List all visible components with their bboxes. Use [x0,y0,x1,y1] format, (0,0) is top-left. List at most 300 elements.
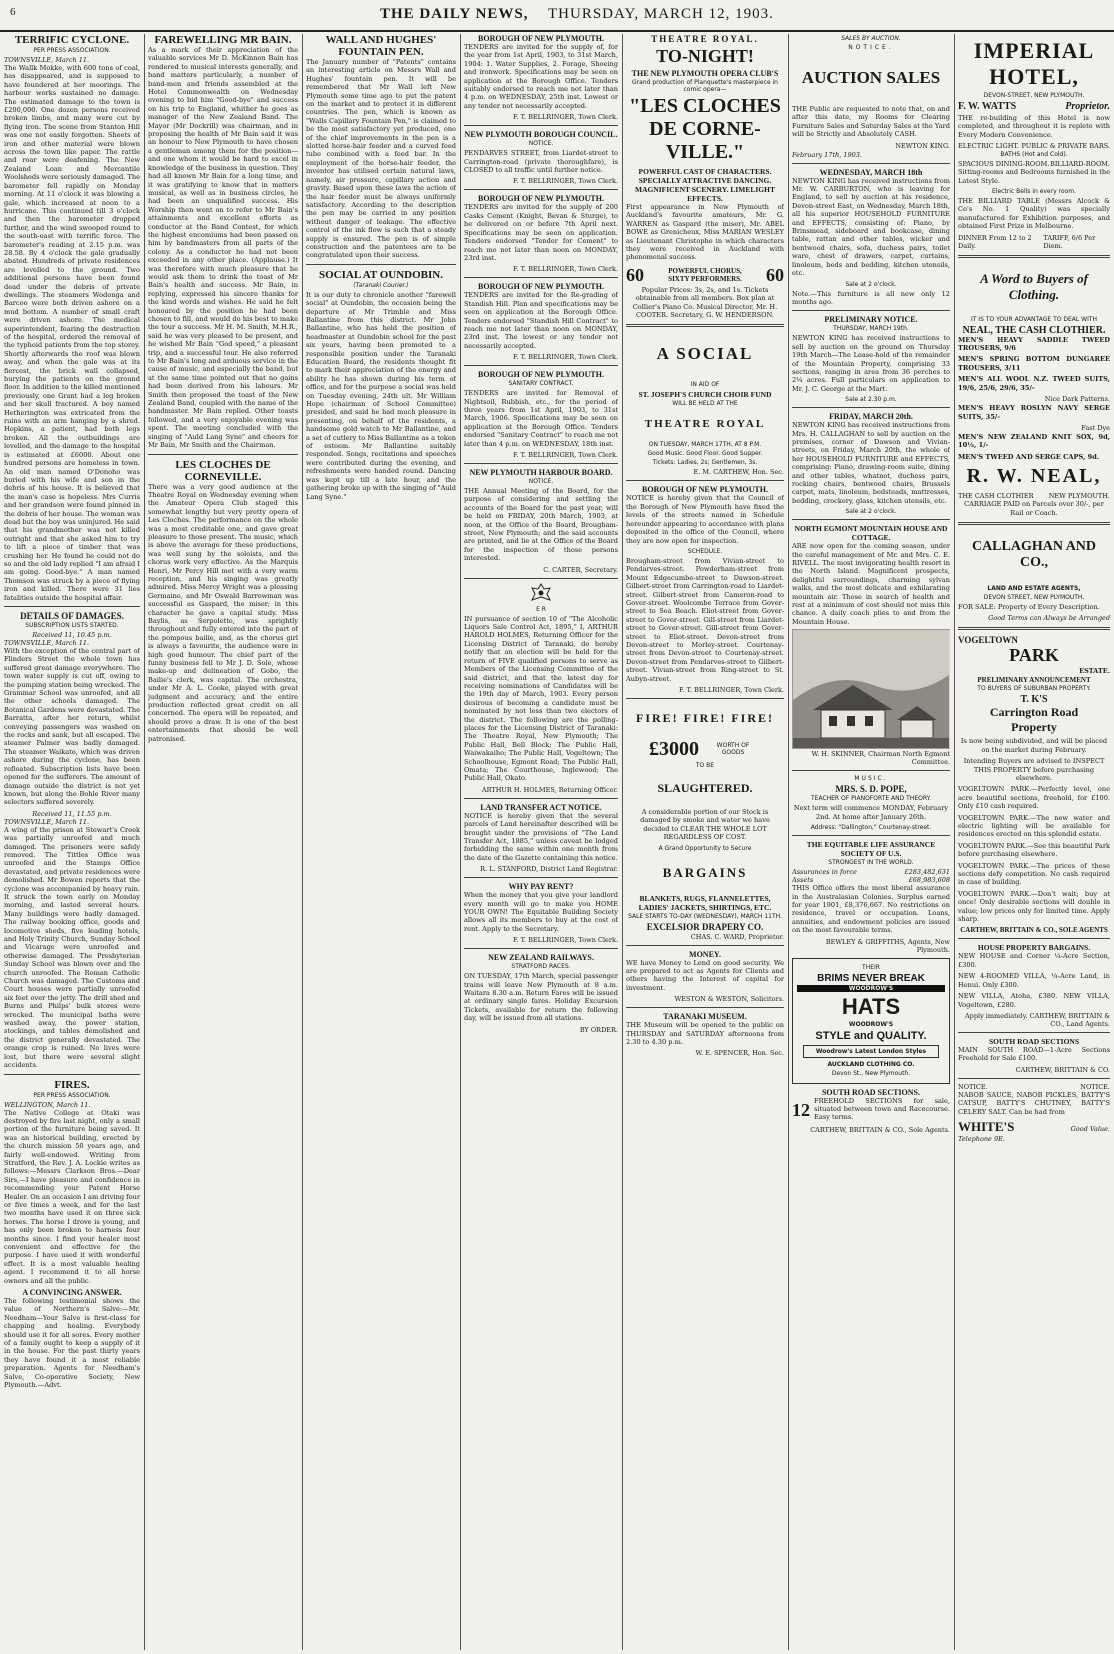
divider [626,1007,784,1008]
ad-place: NEW PLYMOUTH. [1048,492,1110,501]
ad-title-line1: "LES CLOCHES [629,95,781,117]
ad-item: MEN'S HEAVY ROSLYN NAVY SERGE SUITS, 35/- [958,404,1110,421]
chorus-label: POWERFUL CHORUS, SIXTY PERFORMERS. [668,267,742,284]
divider [464,125,618,126]
ad-grand: A Grand Opportunity to Secure [658,844,752,852]
ad-prelim: PRELIMINARY ANNOUNCEMENT [977,676,1091,685]
divider [958,627,1110,630]
ad-owner: F. W. WATTS [958,101,1017,112]
ad-body: NEWTON KING has received instructions to sell by auction on the ground on Thursday 19th March—The Lease-hold of the remainder of the Mountain Property, comprising 33 sections, ranging in area from 36 perches to 2¼ acres. Full particulars on application to Mr. J. C. George at the Mart. [792,334,950,393]
notice-licensing-election [464,583,618,794]
ad-carrington: Carrington Road [989,705,1079,720]
headline: LES CLOCHES DE CORNEVILLE. [175,458,271,483]
ad-note: Note.—This furniture is all new only 12 months ago. [792,289,950,306]
ad-item: MEN'S ALL WOOL N.Z. TWEED SUITS, 19/6, 25/6, 29/6, 35/- [958,375,1110,392]
ad-signature: CARTHEW, BRITTAIN & CO. [1015,1065,1110,1074]
feature: BATHS (Hot and Cold). [1000,151,1068,159]
divider [464,277,618,278]
ad-beneficiary: ST. JOSEPH'S CHURCH CHOIR FUND [638,390,772,400]
dateline: WELLINGTON, March 11. [4,1100,91,1109]
article-body: The following testimonial shows the value of Northern's Salve:—Mr. Needham—Your Salve is first-class for chapping and healing. Everybody should use it for all sores. Every mother of a family ought to keep a supply of it in the house. For the past thirty years they have found it a most reliable preparation. Agents for Needham's Salve, Co-operative Society, New Plymouth.—Advt. [4,1297,140,1390]
ad-heading: AUCTION SALES [801,68,941,87]
ad-estate: ESTATE. [1079,667,1110,676]
article-damages [4,611,140,1070]
ad-item: MEN'S TWEED AND SERGE CAPS, 9d. [958,452,1100,461]
ad-item-note: Fast Dye [1081,423,1110,432]
divider [626,480,784,481]
ad-auction-notice [792,35,950,159]
notice-signature: ARTHUR H. HOLMES, Returning Officer. [481,785,618,794]
notice-heading: TARANAKI MUSEUM. [663,1012,747,1022]
column-rule [954,34,955,1650]
ad-whites: WHITE'S [958,1118,1015,1134]
ad-brand: WOODROW'S [797,985,945,992]
divider [464,877,618,878]
ad-money [626,950,784,1004]
ad-body: A considerable portion of our Stock is damaged by smoke and water we have decided to CLEAR THE WHOLE LOT REGARDLESS OF COST. [640,808,770,842]
ad-prices: Popular Prices: 3s, 2s, and 1s. Tickets obtainable from all members. Box plan at Collier's Piano Co. Musical Director, Mr. H. COOTER. Secretary, G. W. HENDERSON. [632,285,778,320]
ad-heading: FIRE! FIRE! FIRE! [636,711,774,725]
ad-tonight: TO-NIGHT! [656,46,754,66]
article-body: The Wallk Mokke, with 600 tons of coal, has disappeared, and is supposed to have foundered at her moorings. The harbour works sustained no damage. The estimated damage to the town is £200,000. One dozen persons received broken limbs, and many were cut by flying iron. The scene from Stanton Hill was one not easily forgotten. Sheets of iron and other material were blown across the town like paper. The rattle and roar were deafening. The New Zealand Loan and Mercantile Woolsheds were seriously damaged. The barometer fell rapidly on Monday morning. At 11 o'clock it was blowing a gale, which increased at noon to a hurricane. This continued till 3 o'clock and then the barometer dropped further, and the wind swooped round to the south-east with terrific force. The barometer's reading at 2.15 p.m. was 28.58. By 4 o'clock the gale gradually abated. Hundreds of private residences are levelled to the ground. Two additional persons have been found dead under the debris of private dwellings. The steamers Wodonga and Barcoo were both driven ashore on a mud bottom. A number of small craft were driven ashore. The medical superintendent, fearing the destruction of the hospital, ordered the removal of the typhoid patients from the top storey. Shortly afterwards the roof was blown away, and when the gale was at its fiercest, the brick wall collapsed, burying the patients on the ground floor. In addition to the killed mentioned previously, one Grant had a leg broken and her skull fractured. A boy named Hetherington was extricated from the ruins with an arm hanging by a shred. Hopkins, a patient, had both legs broken. All the outbuildings are levelled, and the damage to the hospital is estimated at £6000. About one hundred persons are homeless in town. An old man named O'Donoho was buried with his wife and son in the debris of his house. It is believed that the man's case is hopeless. Mrs Curris and her grandson were found pinned in the debris of her house. The woman was dead but the boy was uninjured. He said that his grandmother was not killed outright and that she asked him to try to lift a piece of timber that was crushing her. He found he could not do so and the old lady replied "I am afraid I am going. Good-bye." A man named Thomson was struck by a piece of flying iron and killed. There were 31 lies fatalities outside the hospital affair. [4,64,140,602]
headline: FAREWELLING MR BAIN. [154,34,292,46]
notice-body: THE Museum will be opened to the public on THURSDAY and SATURDAY afternoons from 2.30 to 4.30 p.m. [626,1021,784,1047]
ad-features: POWERFUL CAST OF CHARACTERS. SPECIALLY ATTRACTIVE DANCING. MAGNIFICENT SCENERY. LIMELIGHT EFFECTS. [635,167,775,203]
notice-subhead: NOTICE. [528,478,554,485]
ad-dinner: DINNER From 12 to 2 Daily. [958,233,1032,250]
article-cyclone [4,34,140,602]
row-label: Assurances in force [792,868,857,877]
ad-heading: A SOCIAL [656,344,754,364]
ad-time: Sale at 2.30 p.m. [845,396,897,404]
divider [4,1074,140,1075]
divider [148,454,298,455]
divider [958,938,1110,939]
ad-where: WILL BE HELD AT THE [672,400,738,408]
ad-property: Property [1011,720,1057,735]
article-body: It is our duty to chronicle another "farewell social" at Oundobin, the occasion being the departure of Mr Trimble and Miss Ballantine from this district. Mr John Ballantine, who has held the position of headmaster at Oundobin school for the past six years, having been promoted to a responsible position under the Taranaki Education Board, the residents thought fit to mark their appreciation of the energy and ability he has shown during his term of office, and for the purpose a social was held on Tuesday evening, 24th ult. Mr William Hope (chairman of School Committee) presided, and said he had much pleasure in presenting, on behalf of the residents, a handsome gold watch to Mr Ballantine, and a set of cutlery to Miss Ballantine as a token of esteem. Mr Ballantine suitably responded. Songs, recitations and speeches were contributed during the evening, and refreshments were handed round. Dancing was kept up till a late hour, and the gathering broke up with the singing of "Auld Lang Syne." [306,290,456,501]
byline: PER PRESS ASSOCIATION. [33,47,111,54]
ad-section: VOGELTOWN PARK.—The new water and electric lighting will be available for residences erected on this splendid estate. [958,813,1110,839]
divider [792,770,950,771]
ad-slaughtered: SLAUGHTERED. [657,781,753,795]
notice-body: TENDERS are invited for the supply of 200 Casks Cement (Knight, Bevan & Sturge), to be delivered on or before 7th April next. Specifications may be seen on application. Tenders endorsed "Tender for Cement" to reach me not later than noon on MONDAY, 23rd inst. [464,203,618,262]
notice-signature: W. E. SPENCER, Hon. Sec. [695,1049,784,1058]
notice-subhead: SANITARY CONTRACT. [508,380,574,388]
article-les-cloches [148,459,298,744]
ad-cash: THE CASH CLOTHIER [958,492,1034,501]
source-line: (Taranaki Courier.) [353,281,409,289]
article-fires [4,1079,140,1286]
ad-south-road [792,1088,950,1134]
ad-south-road-sections [958,1037,1110,1074]
ad-body: Is now being subdivided, and will be placed on the market during February. [960,737,1108,754]
divider [626,945,784,946]
notice-signature: F. T. BELLRINGER, Town Clerk. [513,353,618,362]
notice-tenders-supplies [464,34,618,121]
divider [464,365,618,366]
ad-neal-clothier [958,271,1110,517]
notice-heading: WHY PAY RENT? [508,882,574,892]
ad-bargains: BARGAINS [662,864,748,880]
notice-museum [626,1012,784,1057]
ad-vogeltown: VOGELTOWN [958,635,1018,646]
ad-sub: STRONGEST IN THE WORLD. [828,859,914,867]
feature: PUBLIC & PRIVATE BARS. [1021,142,1110,151]
article-body: With the exception of the central part of Flinders Street the whole town has suffered great damage everywhere. The town water supply is cut off, owing to the pumping station being wrecked. The Grammar School was unroofed, and all the other schools damaged. The Botanical Gardens were devastated. The Barratta, after her return, whilst conveying passengers was washed on the rocks and sank, but all escaped. The steamer Palmer was badly damaged. The steamer Waikato, which was driven ashore during the cyclone, has been refloated. Subscription lists have been opened for the sufferers. The amount of damage outside the district is not yet known, but along the Bohle River many selectors suffered severely. [4,647,140,807]
ad-rw-neal: R. W. NEAL, [966,465,1102,488]
ad-extras: Good Music. Good Floor. Good Supper. [647,450,763,458]
ad-brims: BRIMS NEVER BREAK [817,972,925,984]
divider [792,310,950,311]
dateline: TOWNSVILLE, March 11. [4,639,90,647]
chorus-number: 60 [766,264,784,285]
ad-telephone: Telephone 9E. [958,1134,1005,1143]
subhead: SUBSCRIPTION LISTS STARTED. [25,622,119,629]
ad-amount-row [626,738,784,761]
article-convincing [4,1288,140,1389]
notice-heading: BOROUGH OF NEW PLYMOUTH. [642,485,768,495]
ad-latest: Woodrow's Latest London Styles [803,1045,939,1058]
ad-body: NABOB SAUCE, NABOB PICKLES, BATTY'S CATSUP, BATTY'S CHUTNEY, BATTY'S CELERY SALT. Can be had from [958,1090,1110,1116]
ad-sale: FOR SALE: Property of Every Description. [958,602,1100,611]
column-4 [464,34,618,1650]
divider [792,835,950,836]
ad-heading: FRIDAY, MARCH 20th. [829,412,913,422]
ad-item: MEN'S SPRING BOTTOM DUNGAREE TROUSERS, 3/11 [958,355,1110,372]
ad-address: DEVON STREET, NEW PLYMOUTH. [983,593,1085,601]
ad-equitable-life [792,840,950,953]
ad-tobe: TO BE [695,762,715,769]
ad-listing: NEW 4-ROOMED VILLA, ¼-Acre Land, in Henui. Only £300. [958,972,1110,989]
ad-dinner-row [958,234,1110,250]
dateline: TOWNSVILLE, March 11. [4,817,90,826]
notice-body: TENDERS are invited for the Re-grading of Standish Hill. Plan and specifications may be seen on application at the Borough Office. Tenders endorsed "Standish Hill Contract" to reach me not later than noon on MONDAY, 23rd inst. The lowest or any tender not necessarily accepted. [464,291,618,350]
ad-items: BLANKETS, RUGS, FLANNELETTES, LADIES' JACKETS, SHIRTINGS, ETC. [638,893,772,912]
headline: DETAILS OF DAMAGES. [20,611,124,621]
ad-heading: THE EQUITABLE LIFE ASSURANCE SOCIETY OF U.S. [806,840,936,859]
ad-woodrows-hats [792,958,950,1084]
house-engraving-image [793,630,949,748]
schedule-list: Brougham-street from Vivian-street to Pendarves-street. Powderham-street from Mount Edgecumbe-street to Dawson-street. Gilbert-street from Carrington-road to Liardet-street. Gilbert-street from Cameron-road to Gover-street. Woolcombe Terrace from Gover-street to Sea Beach. Eliot-street from Gover-street to Gover-street. Gill-street from Liardet-street to Gover-street. Gill-street from Gover-street to Eliot-street. Devon-street from Devon-street to Morley-street. Courtenay-street from Devon-street to Courtenay-street. Devon-street from Pendarves-street to Gilbert-street. Vivian-street from Ring-street to St. Aubyn-street. [626,556,784,683]
ad-whites-row [958,1119,1110,1135]
divider [792,407,950,408]
ad-heading: IMPERIAL HOTEL, [973,38,1095,89]
headline: SOCIAL AT OUNDOBIN. [319,268,443,281]
ad-cast: First appearance in New Plymouth of Auckland's favourite amateurs, Mr. G. WARREN as Gaspard (the miser), Mr. ABEL BOWE as Grenicheux, Miss MARIAN WESLEY as Lieutenant Christophe in which characters they were received in Auckland with phenomenal success. [626,203,784,262]
ad-music-teacher [792,775,950,831]
article-body: There was a very good audience at the Theatre Royal on Wednesday evening when the Amateur Opera Club staged this somewhat lengthy but very pretty opera of Les Cloches. The performance on the whole was a most creditable one, and gave great pleasure to those present. The music, which is above the average for these productions, was well sung by the soloists, and the chorus work very effective. As the Marquis Henri, Mr Percy Hill met with a very warm reception, and his singing was greatly admired. Miss Mercy Wright was a pleasing Germaine, and Mr Oswald Barrowman was successful as Gaspard, the miser; in this character he gave a capital study. Miss Baylis, as Serpolette, was sprightly throughout and fully entered into the part of the pompous bailie, and, as the chorus girl is always a favourite, the audience were in high good humour. The chief part of the funny business fell to Mr J. D. Sole, whose make-up and delineation of Gobo, the Bailie's clerk, was capital. The orchestra, under Mr A. L. Cooke, played with great judgment and accuracy, and the entire production reflected great credit on all concerned. The opera will be repeated, and should prove a draw. It is one of the best entertainments that should be well patronised. [148,482,298,743]
divider [626,324,784,327]
notice-body: TENDERS are invited for the supply of, for the year from 1st April, 1903, to 31st March, 1904: 1. Water Supplies, 2. Forage, Shoeing and ironwork. Specifications may be seen on application at the Borough Office. Tenders suitably endorsed to reach me not later than 4 p.m. on WEDNESDAY, 25th inst. Lowest or any tender not necessarily accepted. [464,43,618,110]
row-label: Assets [792,876,814,885]
ad-firm: EXCELSIOR DRAPERY CO. [646,921,764,932]
ad-signature: WESTON & WESTON, Solicitors. [674,995,784,1004]
headline: WALL AND HUGHES' FOUNTAIN PEN. [325,34,437,58]
divider [464,948,618,949]
ad-tariff: TARIFF, 6/6 Per Diem. [1043,233,1096,250]
issue-date: THURSDAY, MARCH 12, 1903. [548,6,774,22]
received-line: Received 11, 11.55 p.m. [32,809,112,818]
ad-notice-row [958,1083,1110,1091]
chorus-number: 60 [626,264,644,285]
ad-social [626,344,784,476]
ad-role: TEACHER OF PIANOFORTE AND THEORY. [810,795,932,803]
ad-address: Address: "Dallington," Courtenay-street. [810,824,932,832]
notice-heading: BOROUGH OF NEW PLYMOUTH. [478,370,604,380]
article-social-oundobin [306,269,456,501]
ad-body: THIS Office offers the most liberal assurance in the Australasian Colonies. Surplus earned for year 1901, £8,376,667. No restrictions on residence, travel or occupation. Loans, annuities, and endowment policies are issued on the most favourable terms. [792,884,950,935]
notice-heading: BOROUGH OF NEW PLYMOUTH. [478,34,604,43]
byline: PER PRESS ASSOCIATION. [33,1091,111,1099]
ad-signature: E. M. CARTHEW, Hon. Sec. [693,468,784,477]
ad-body: THE re-building of this Hotel is now completed, and throughout it is replete with Every Modern Convenience. [958,114,1110,139]
ad-body: Next term will commence MONDAY, February 2nd. At home after January 26th. [793,804,949,821]
headline: FIRES. [54,1078,90,1091]
notice-body: THE Annual Meeting of the Board, for the purpose of considering and settling the accounts of the Board for the past year, will be held on FRIDAY, 20th March, 1903, at noon, at the Office of the Board, Brougham-street, New Plymouth; and the said accounts are printed, and lie at the Office of the Board for the inspection of those persons interested. [464,487,618,563]
column-rule [622,34,623,1650]
ad-body: THE Public are requested to note that, on and after this date, my Rooms for Clearing Furniture Sales and Saturday Sales at the Yard will be Strictly and Absolutely CASH. [792,105,950,139]
ad-notice: NOTICE. [958,1082,988,1091]
notice-standish-hill [464,282,618,361]
divider [958,1078,1110,1079]
notice-body: IN pursuance of section 10 of "The Alcoholic Liquors Sale Control Act, 1895," I, ARTHUR HAROLD HOLMES, Returning Officer for the Licensing District of Taranaki, do hereby notify that an election will be held for the return of FIVE qualified persons to serve as Members of the Licensing Committee of the said district, and that the latest day for receiving nominations of Candidates will be the 19th day of March, 1903. Every person desirous of becoming a candidate must be nominated by not less than two electors of the district. The following are the polling-places for the Licensing District of Taranaki: The Theatre Royal, New Plymouth; The Public Hall, Bell Block; The Public Hall, Waiwakaiho; The Public Hall, Vogeltown; The Schoolhouse, Egmont Road; The Public Hall, Omata; The Courthouse, Inglewood; The Public Hall, Okato. [464,614,618,783]
ad-worth: WORTH OF GOODS [716,742,750,756]
ad-proprietor: Proprietor. [1065,101,1110,112]
ad-sub: IN AID OF [690,381,720,389]
ad-time: Sale at 2 o'clock. [845,508,897,516]
ad-section: VOGELTOWN PARK.—The prices of these sections defy competition. No cash required in case of building. [958,861,1110,887]
notice-signature: F. T. BELLRINGER, Town Clerk. [513,177,618,186]
divider [464,798,618,799]
feature: BILLIARD-ROOM. [1050,160,1110,169]
ad-auction-wednesday [792,168,950,307]
ad-billiard: THE BILLIARD TABLE (Messrs Alcock & Co's No. 1 Quality) was specially manufactured for Exhibition purposes, and obtained First Prize in Melbourne. [958,197,1110,231]
ad-company: THE NEW PLYMOUTH OPERA CLUB'S [631,69,779,78]
row-value: £68,983,608 [908,876,950,885]
dateline: TOWNSVILLE, March 11. [4,56,90,64]
headline: TERRIFIC CYCLONE. [14,34,130,46]
ad-advantage: IT IS TO YOUR ADVANTAGE TO DEAL WITH [970,315,1098,323]
notice-signature: F. T. BELLRINGER, Town Clerk. [513,451,618,459]
ad-tk: T. K'S [1020,694,1048,706]
ad-listing: NEW HOUSE and Corner ¼-Acre Section, £300. [958,952,1110,969]
column-rule [144,34,145,1650]
feature: SPACIOUS DINING-ROOM. [958,160,1050,169]
notice-body: NOTICE is hereby given that the Council of the Borough of New Plymouth have fixed the levels of the streets named in Schedule hereunder appearing to accordance with plans deposited in the office of the Council, where they are now open for inspection. [626,494,784,545]
ad-callaghan [958,539,1110,622]
ad-listing: NEW VILLA, Atoha, £380. NEW VILLA, Vogeltown, £280. [958,992,1110,1009]
schedule-heading: SCHEDULE. [687,547,723,555]
ad-auction-friday [792,412,950,515]
column-3 [306,34,456,1650]
ad-day: THURSDAY, MARCH 19th. [833,325,909,333]
feature: Electric Bells in every room. [992,188,1076,196]
ad-chorus-row [626,265,784,286]
ad-amount: £3000 [649,738,699,760]
ad-heading: PRELIMINARY NOTICE. [824,315,918,325]
ad-description: Grand production of Planquette's masterpiece in comic opera— [632,79,778,93]
crest-letters: E R [536,605,546,613]
ad-signature: W. H. SKINNER, Chairman North Egmont Committee. [811,750,950,767]
notice-heading: LAND TRANSFER ACT NOTICE. [480,802,602,812]
divider [958,1032,1110,1033]
ad-row [792,1097,950,1125]
ad-heading: SOUTH ROAD SECTIONS. [821,1087,921,1097]
ad-heading: SOUTH ROAD SECTIONS [988,1036,1080,1046]
ad-title-line2: DE CORNE- [649,118,761,140]
notice-signature: BY ORDER. [579,1025,618,1034]
ad-item: MEN'S HEAVY SADDLE TWEED TROUSERS, 9/6 [958,335,1110,353]
ad-notice: NOTICE. [848,44,894,51]
notice-signature: F. T. BELLRINGER, Town Clerk. [513,265,618,274]
ad-heading: HOUSE PROPERTY BARGAINS. [977,943,1091,953]
ad-park: PARK [1009,645,1059,666]
ad-address: DEVON-STREET, NEW PLYMOUTH. [983,92,1085,99]
ad-neal: NEAL, THE CASH CLOTHIER. [962,324,1106,336]
ad-heading: THEATRE ROYAL. [651,34,759,44]
divider [958,522,1110,525]
ad-time: Sale at 2 o'clock. [845,280,897,288]
notice-body: When the money that you give your landlord every month will go to make you HOME YOUR OWN! The Equitable Building Society allows all its members to buy at the cost of rent. Apply to the Secretary. [464,891,618,933]
ad-signature: CARTHEW, BRITTAIN & CO., Sole Agents. [810,1125,950,1134]
ad-heading: A Word to Buyers of Clothing. [980,270,1088,302]
feature: ELECTRIC LIGHT. [958,142,1019,151]
notice-signature: F. T. BELLRINGER, Town Clerk. [513,936,618,945]
ad-section: VOGELTOWN PARK.—Perfectly level, one acre beautiful sections, freehold, for £100. Only £10 cash required. [958,785,1110,811]
article-body: The January number of "Patents" contains an interesting article on Messrs Wall and Hughes' fountain pen. It will be remembered that Mr Wall left New Plymouth some time ago to put the patent on the market and to protect it in different countries. The pen, which is known as "Walls Capillary Fountain Pen," is claimed to be the most satisfactory yet produced, one of the chief improvements in the pen is a slotted horse-hair feeder and a curved feed tube combined with a feed bar. In the employment of the horse-hair feeder, the inventor has utilised certain natural laws, namely, air pressure, capillary action and gravity. Based upon these laws the action of the hair feeder must be always uniformly satisfactory. According to the description the pen may be carried in any position without danger of leakage. The effective control of the ink flow is such that a steady supply is ensured. The pen is of simple construction and the patentees are to be congratulated upon their success. [306,58,456,260]
notice-subhead: NOTICE. [528,140,554,148]
ad-title-line3: VILLE." [665,141,745,163]
received-line: Received 11, 10.45 p.m. [32,631,112,639]
divider [792,163,950,164]
notice-cement [464,194,618,273]
ad-imperial-hotel [958,38,1110,250]
ad-number: 12 [792,1100,810,1121]
ad-body: MAIN SOUTH ROAD—1-Acre Sections Freehold for Sale £100. [958,1045,1110,1063]
ad-when: ON TUESDAY, MARCH 17TH, AT 8 P.M. [648,441,762,449]
ad-features-row [958,160,1110,168]
divider [792,519,950,520]
ad-good: Good Value. [1070,1124,1110,1133]
ad-theatre-royal [626,34,784,319]
ad-body: NEWTON KING has received instructions from Mr. W. CARBURTON, who is leaving for England, to sell by auction at his residence, Devon-street East, on Wednesday, March 18th, all his superior HOUSEHOLD FURNITURE and EFFECTS, consisting of: Piano, by Brinsmead, sideboard and bookcase, dining table, rattan and other tables, wicker and bentwood chairs, sofa, duchess pairs, toilet ware, chest of drawers, carpet, curtains, linoleum, beds and bedding, kitchen utensils, etc. [792,176,950,278]
notice-body: TENDERS are invited for Removal of Nightsoil, Rubbish, etc., for the period of three years from 1st April, 1903, to 31st March, 1906. Specifications may be seen on application at the Borough Office. Tenders endorsed "Sanitary Contract" to reach me not later than 4 p.m. on WEDNESDAY, 18th inst. [464,389,618,448]
article-fountain-pen [306,34,456,260]
notice-heading: NEW PLYMOUTH BOROUGH COUNCIL. [464,130,618,140]
notice-heading: NEW PLYMOUTH HARBOUR BOARD. [469,468,613,477]
ad-body: FREEHOLD SECTIONS for sale, situated between town and Racecourse. Easy terms. [814,1096,950,1122]
notice-body: PENDARVES STREET, from Liardet-street to Carrington-road (private thoroughfare), is CLOSED to all traffic until further notice. [464,149,618,175]
column-rule [460,34,461,1650]
notice-signature: F. T. BELLRINGER, Town Clerk. [513,113,618,122]
ad-signature: BEWLEY & GRIFFITHS, Agents, New Plymouth. [825,937,950,954]
notice-body: NOTICE is hereby given that the several parcels of Land hereinafter described will be brought under the provisions of "The Land Transfer Act, 1885," unless caveat be lodged forbidding the same within one month from the date of the Gazette containing this notice. [464,811,618,862]
ad-body: WE have Money to Lend on good security. We are prepared to act as Agents for Clients and others having the Interest of capital for investment. [626,958,784,992]
ad-hats: HATS [841,993,901,1019]
notice-body: ON TUESDAY, 17th March, special passenger trains will leave New Plymouth at 8 a.m. Waitara 8.30 a.m. Return Fares will be issued at ordinary single fares. Holiday Excursion Tickets, available for return the following day, will be issued from all stations. [464,972,618,1023]
ad-heading: WEDNESDAY, MARCH 18th [819,167,923,177]
article-body: A wing of the prison at Stewart's Creek was partially unroofed and much damaged. The prisoners were safely removed. The Tittles Office was unroofed and the Stamps Office devastated, and private residences were demolished. Mr Bowen reports that the cyclone was accompanied by heavy rain. It struck the town early on Monday morning, and lasted several hours. Many buildings were badly damaged. The railway booking office, goods and locomotive sheds, five leading hotels, and Holy Trinity Church, Sunday School and Vicarage were unroofed and otherwise damaged. The Presbyterian Sunday School was blown over and the church unroofed. The Roman Catholic Church was damaged. The Customs and Court houses were partially unroofed six feet over the jetty. The drill shed and Burns and Philps' bulk stores were wrecked. The municipal baths were washed away, the power station, stockings, and tables demolished and the district generally devastated. The orange crop is ruined. No lives were lost, but there were several slight accidents. [4,825,140,1070]
ad-notice: NOTICE. [1080,1082,1110,1091]
column-6 [792,34,950,1650]
ad-whites [958,1083,1110,1143]
ad-terms: Good Terms can Always be Arranged [988,614,1110,623]
ad-brand: WOODROW'S [848,1020,894,1028]
ad-signature: Apply immediately. CARTHEW, BRITTAIN & CO., Land Agents. [964,1011,1110,1028]
notice-borough-council [464,130,618,185]
ad-item: MEN'S NEW ZEALAND KNIT SOX, 9d, 10½, 1/- [958,432,1110,450]
ad-carriage: CARRIAGE PAID on Parcels over 30/-, per Rail or Coach. [964,500,1104,517]
ad-address: Devon St., New Plymouth. [831,1069,911,1077]
royal-crest-icon [530,583,552,603]
notice-harbour-board [464,468,618,574]
column-rule [788,34,789,1650]
notice-heading: NEW ZEALAND RAILWAYS. [488,953,594,963]
ad-signature: CARTHEW, BRITTAIN & CO., SOLE AGENTS [960,926,1108,935]
divider [306,264,456,265]
ad-sale-date: SALE STARTS TO-DAY (WEDNESDAY), MARCH 11TH. [628,912,782,920]
ad-venue: THEATRE ROYAL [644,418,766,431]
ad-body: ARE now open for the coming season, under the careful management of Mr. and Mrs. C. E. RIVELL. The most invigorating health resort in the North Island. Magnificent prospects, delightful surroundings, charming sylvan walks, and the most delicate and exhilarating mountain air. Those in search of health and rest at a minimum of cost should not miss this chance. A daily coach plies to and from the Mountain House. [792,542,950,626]
ad-section: VOGELTOWN PARK.—Don't wait; buy at once! Only desirable sections will double in value; low prices only for limited time. Apply sharp. [958,889,1110,924]
article-body: As a mark of their appreciation of the valuable services Mr D. McKinnon Bain has rendered to musical interests generally, and band matters particularly, a number of band-men and friends assembled at the Hotel Commonwealth on Wednesday evening to bid him "Good-bye" and success on his trip to England, whither he goes as manager of the New Zealand Band. The Mayor (Mr Dockrill) was chairman, and in proposing the health of Mr Bain said it was an honour to New Plymouth to have chosen a gentleman among them for the position—and one whom it would be hard to excel in knowledge of the business in question. They had all known Mr Bain for a long time, and it was gratifying to know that in matters musical, as well as in business circles, he had been an unqualified success. His Worship then went on to refer to Mr Bain's attainments and excellent efforts as conductor at the Band Contest, for which the highest encomiums had been passed on him by bandmasters from all parts of the colony. As a conductor he had not been exceeded in any other place. (Applause.) It was therefore with much pleasure that he would ask them to drink the toast of Mr Bain's health and success. Mr Bain, in replying, expressed his sincere thanks for the kind words and wishes. He said he felt honoured by the position he had been chosen to fill, and would do his best to make the tour a success. Mr H. M. Smith, M.H.R., said he was very pleased to be present, and he wished Mr Bain "God speed," a pleasant trip, and a successful tour. He also referred to Mr Bain's long and arduous service in the cause of music, and especially the band, but at the same time pointed out that no gains had been derived from his labours. Mr Smith then proposed the toast of the New Zealand Band, coupled with the name of the bandmaster. Mr Bain replied. Other toasts followed, and a very enjoyable evening was spent. The meeting concluded with the singing of "Auld Lang Syne" and cheers for Mr Bain, Mr Smith and the Chairman. [148,46,298,450]
notice-railways [464,953,618,1033]
divider [4,606,140,607]
divider [464,189,618,190]
ad-their: THEIR [862,963,880,971]
notice-heading: BOROUGH OF NEW PLYMOUTH. [478,282,604,292]
notice-signature: R. L. STANFORD, District Land Registrar. [480,865,618,874]
ad-date: February 17th, 1903. [792,150,862,159]
column-2 [148,34,298,1650]
ad-name: MRS. S. D. POPE, [835,784,907,795]
notice-land-transfer [464,803,618,873]
notice-why-pay-rent [464,882,618,944]
masthead [0,0,1114,32]
ad-item-note: Nice Dark Patterns. [1044,395,1110,404]
section-heading: SALES BY AUCTION. [841,35,901,42]
ad-heading: MUSIC. [854,775,888,783]
ad-heading: CALLAGHAN AND CO., [971,538,1097,570]
headline: A CONVINCING ANSWER. [22,1288,122,1298]
column-1 [4,34,140,1650]
ad-style: STYLE and QUALITY. [815,1029,927,1042]
ad-signature: CHAS. C. WARD, Proprietor. [690,932,784,941]
divider [626,698,784,699]
feature: Sitting-rooms and Bedrooms furnished in the Latest Style. [958,168,1110,185]
divider [464,578,618,579]
row-value: £283,482,631 [904,868,950,877]
divider [464,463,618,464]
ad-house-property [958,943,1110,1027]
newspaper-title: THE DAILY NEWS, [380,6,529,22]
ad-mountain-house [792,524,950,766]
ad-fire-sale [626,711,784,941]
notice-sanitary [464,370,618,459]
notice-subhead: STRATFORD RACES. [511,963,571,971]
notice-heading: BOROUGH OF NEW PLYMOUTH. [478,194,604,204]
ad-heading: NORTH EGMONT MOUNTAIN HOUSE AND COTTAGE. [794,524,948,543]
ad-row [958,492,1110,500]
column-rule [302,34,303,1650]
ad-intending: Intending Buyers are advised to INSPECT THIS PROPERTY before purchasing elsewhere. [963,757,1105,782]
mountain-house-illustration [792,629,950,749]
notice-signature: C. CARTER, Secretary. [543,565,618,574]
page-number: 6 [10,6,17,18]
ad-heading: MONEY. [689,949,721,959]
ad-tickets: Tickets: Ladies, 2s; Gentlemen, 3s. [652,459,758,467]
